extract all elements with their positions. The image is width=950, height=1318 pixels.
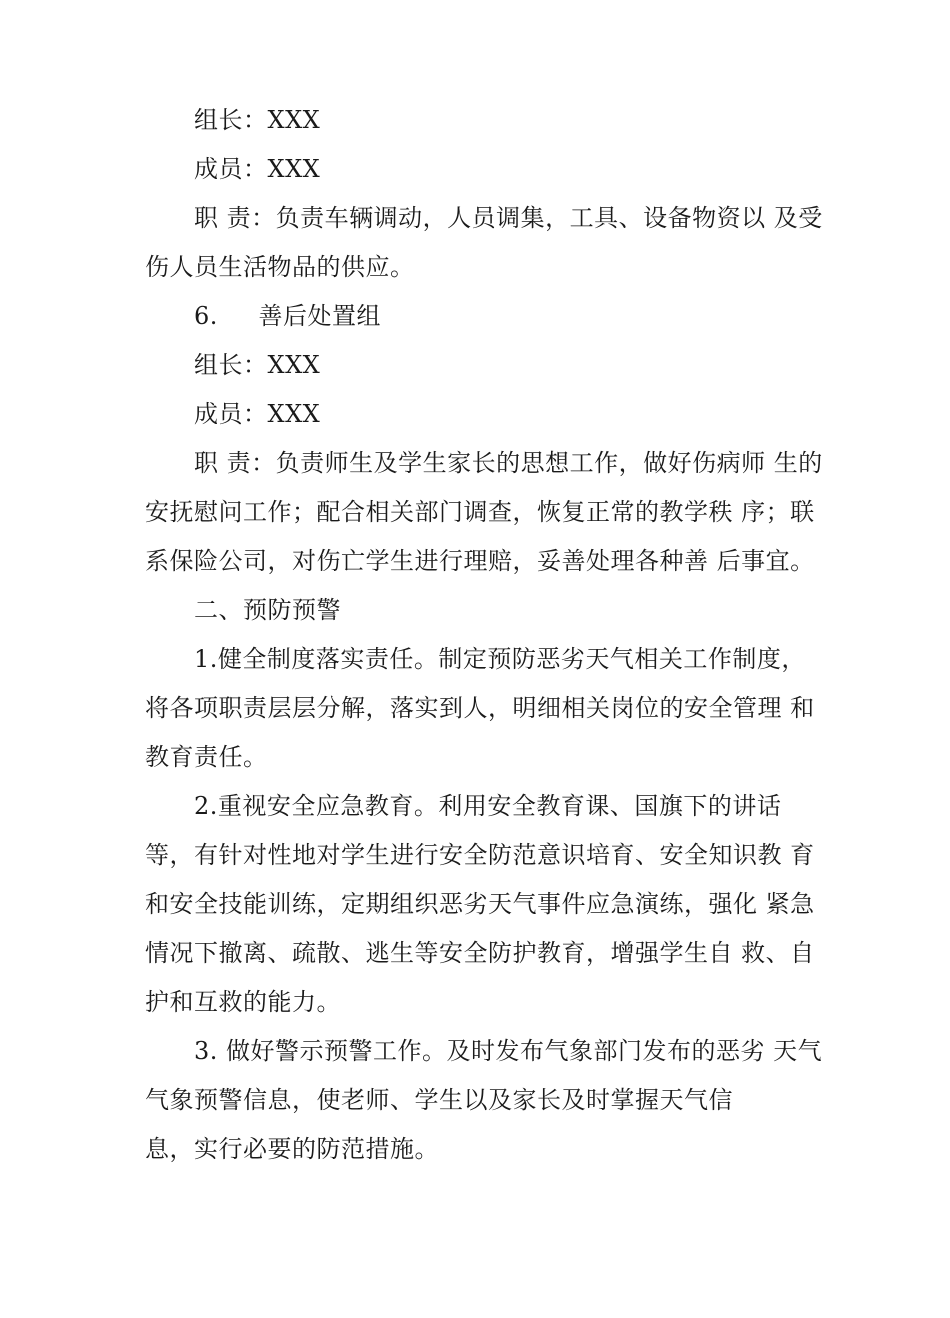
para3-line-c: 息，实行必要的防范措施。: [145, 1135, 439, 1163]
para1-line-c: 教育责任。: [145, 743, 268, 771]
member-line-2: 成员：XXX: [194, 400, 321, 428]
duty-line-2b: 安抚慰问工作；配合相关部门调查，恢复正常的教学秩 序；联: [145, 498, 815, 526]
para1-line-a: 1.健全制度落实责任。制定预防恶劣天气相关工作制度，: [194, 645, 806, 673]
duty-line-1b: 伤人员生活物品的供应。: [145, 253, 415, 281]
para2-line-e: 护和互救的能力。: [145, 988, 341, 1016]
para2-line-a: 2.重视安全应急教育。利用安全教育课、国旗下的讲话: [194, 792, 782, 820]
para2-line-d: 情况下撤离、疏散、逃生等安全防护教育，增强学生自 救、自: [145, 939, 815, 967]
duty-line-1a: 职 责：负责车辆调动，人员调集，工具、设备物资以 及受: [194, 204, 823, 232]
duty-line-2c: 系保险公司，对伤亡学生进行理赔，妥善处理各种善 后事宜。: [145, 547, 815, 575]
leader-line-2: 组长：XXX: [194, 351, 321, 379]
member-line-1: 成员：XXX: [194, 155, 321, 183]
para1-line-b: 将各项职责层层分解，落实到人，明细相关岗位的安全管理 和: [145, 694, 815, 722]
duty-line-2a: 职 责：负责师生及学生家长的思想工作，做好伤病师 生的: [194, 449, 823, 477]
leader-line-1: 组长：XXX: [194, 106, 321, 134]
para2-line-c: 和安全技能训练，定期组织恶劣天气事件应急演练，强化 紧急: [145, 890, 815, 918]
para3-line-a: 3. 做好警示预警工作。及时发布气象部门发布的恶劣 天气: [194, 1037, 823, 1065]
section-heading-2: 二、预防预警: [194, 596, 341, 624]
para2-line-b: 等，有针对性地对学生进行安全防范意识培育、安全知识教 育: [145, 841, 815, 869]
para3-line-b: 气象预警信息，使老师、学生以及家长及时掌握天气信: [145, 1086, 733, 1114]
section-heading-6: 6. 善后处置组: [194, 302, 382, 330]
